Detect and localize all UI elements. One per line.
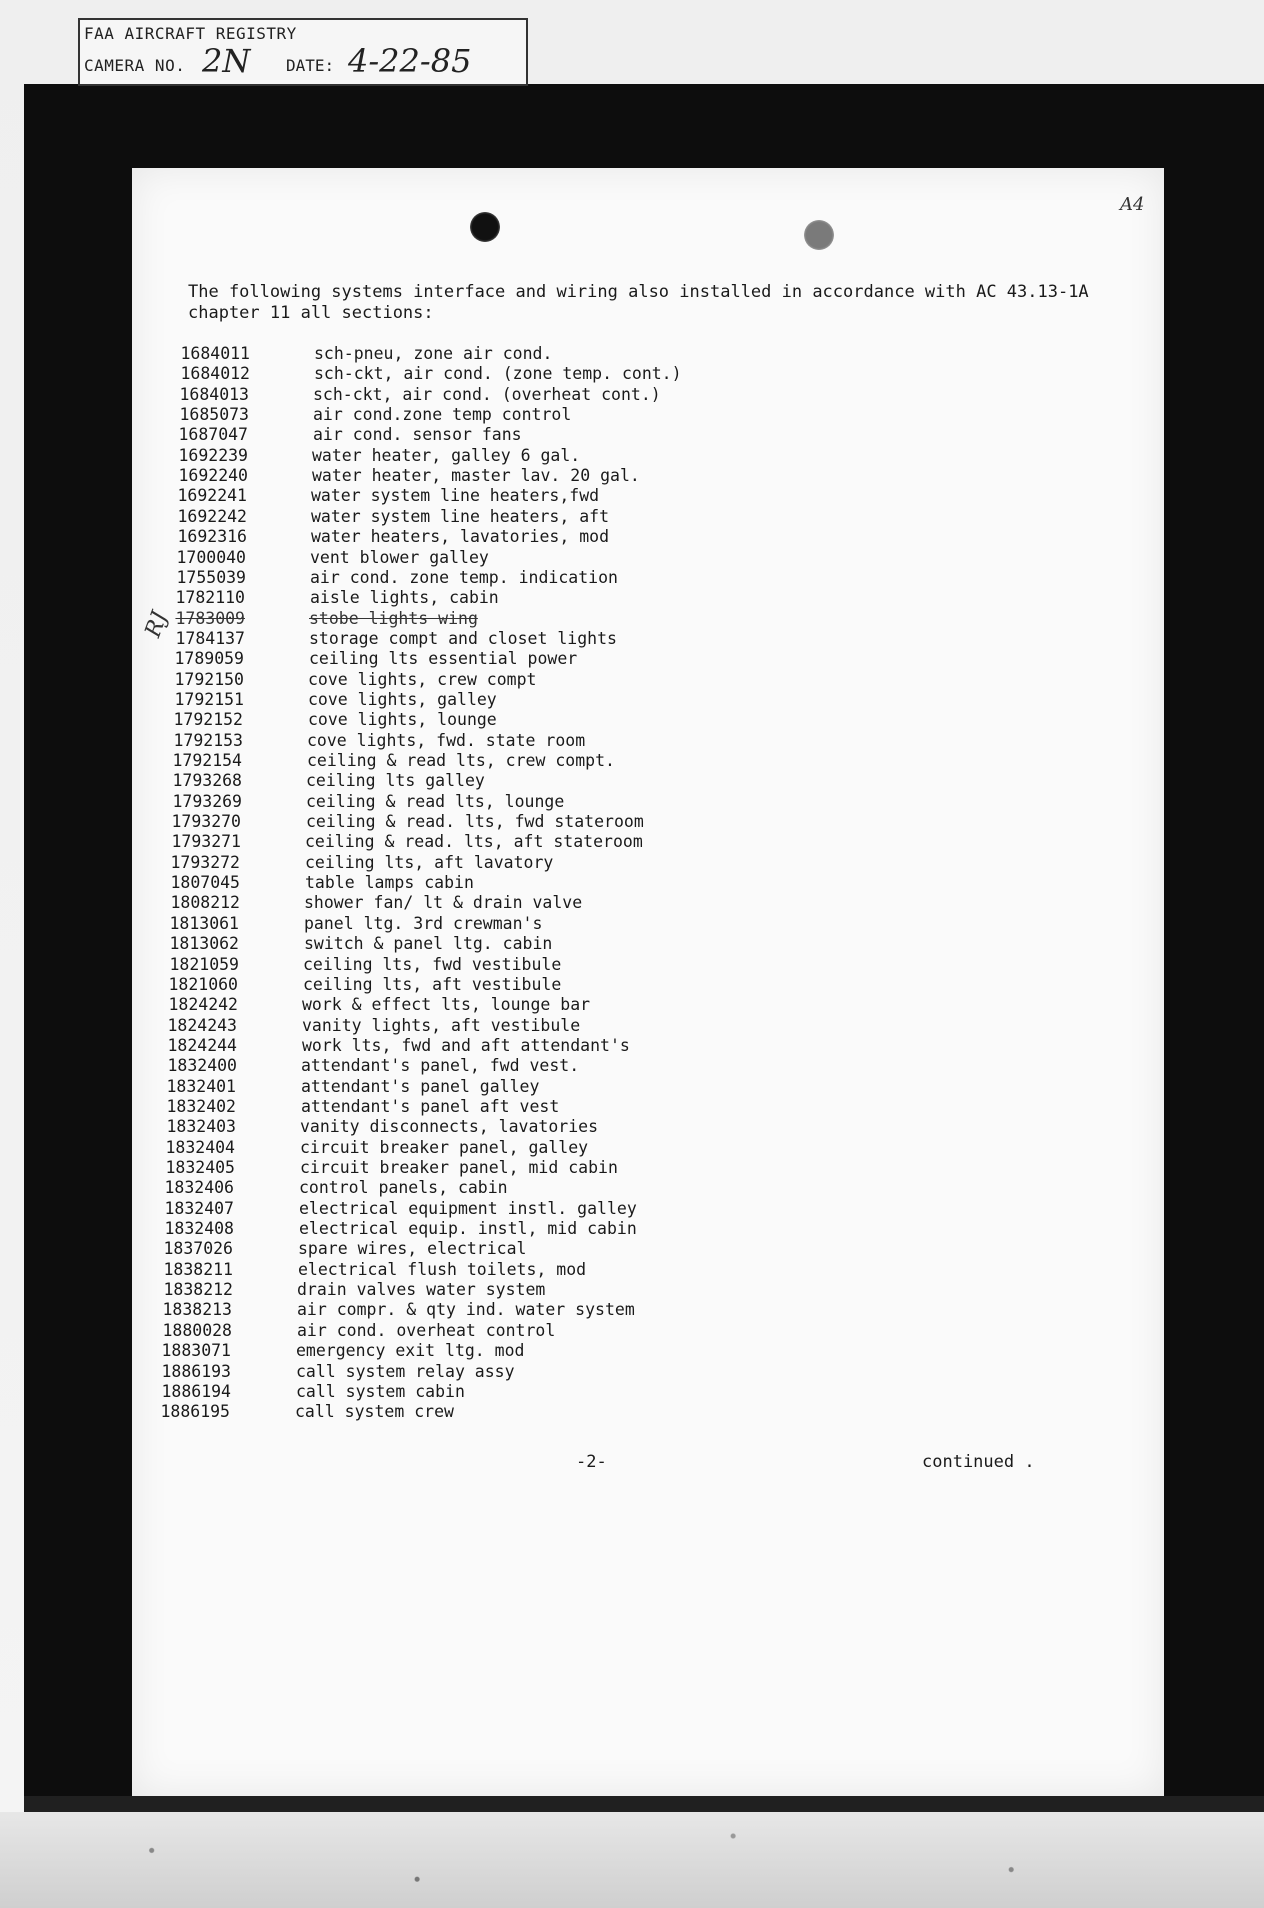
list-item	[0, 1402, 1264, 1422]
list-item	[0, 995, 1264, 1015]
item-description: ceiling & read. lts, fwd stateroom	[306, 812, 644, 832]
item-number: 1837026	[163, 1239, 233, 1259]
item-number: 1821060	[168, 974, 238, 994]
item-description: water heater, galley 6 gal.	[312, 445, 581, 465]
item-description: spare wires, electrical	[298, 1239, 527, 1259]
item-description: call system cabin	[296, 1381, 465, 1401]
item-description: cove lights, crew compt	[308, 669, 537, 689]
item-number: 1793270	[171, 812, 241, 832]
list-item	[0, 507, 1264, 527]
list-item	[0, 446, 1264, 466]
item-description: air cond. overheat control	[297, 1320, 556, 1340]
item-number: 1684013	[179, 384, 249, 404]
date-label: DATE:	[286, 56, 335, 75]
item-number: 1832401	[166, 1076, 236, 1096]
camera-label: CAMERA NO.	[84, 56, 186, 75]
list-item	[0, 934, 1264, 954]
list-item	[0, 975, 1264, 995]
list-item	[0, 1117, 1264, 1137]
list-item	[0, 364, 1264, 384]
item-number: 1886195	[160, 1402, 230, 1422]
item-description: sch-ckt, air cond. (zone temp. cont.)	[314, 364, 682, 384]
list-item	[0, 1260, 1264, 1280]
item-number: 1832407	[164, 1198, 234, 1218]
list-item	[0, 649, 1264, 669]
item-number: 1692242	[177, 506, 247, 526]
item-number: 1793268	[172, 771, 242, 791]
list-item	[0, 1341, 1264, 1361]
list-item	[0, 1219, 1264, 1239]
punch-hole-right	[804, 220, 834, 250]
item-description: vent blower galley	[310, 547, 489, 567]
item-number: 1821059	[169, 954, 239, 974]
item-number: 1832402	[166, 1096, 236, 1116]
item-description: sch-pneu, zone air cond.	[314, 344, 553, 363]
list-item	[0, 1199, 1264, 1219]
continued-note: continued .	[922, 1452, 1035, 1472]
item-description: control panels, cabin	[299, 1178, 508, 1198]
list-item	[0, 1138, 1264, 1158]
item-number: 1793269	[172, 791, 242, 811]
item-description: ceiling lts galley	[306, 771, 485, 791]
list-item	[0, 1056, 1264, 1076]
item-number: 1813061	[169, 913, 239, 933]
item-description: vanity disconnects, lavatories	[300, 1117, 599, 1137]
item-description: ceiling & read lts, lounge	[306, 791, 565, 811]
item-number: 1832400	[167, 1056, 237, 1076]
list-item	[0, 751, 1264, 771]
punch-hole-left	[470, 212, 500, 242]
list-item	[0, 710, 1264, 730]
list-item	[0, 1362, 1264, 1382]
margin-initials: RJ	[140, 608, 173, 641]
item-number: 1684011	[180, 344, 250, 363]
item-number: 1782110	[175, 588, 245, 608]
item-description: vanity lights, aft vestibule	[302, 1015, 581, 1035]
item-number: 1824244	[167, 1035, 237, 1055]
item-number: 1793271	[171, 832, 241, 852]
list-item	[0, 893, 1264, 913]
registry-stamp	[78, 18, 528, 86]
item-number: 1700040	[176, 547, 246, 567]
item-number: 1838211	[163, 1259, 233, 1279]
list-item	[0, 955, 1264, 975]
item-description: electrical equip. instl, mid cabin	[299, 1219, 637, 1239]
item-number: 1755039	[176, 567, 246, 587]
item-description: ceiling & read lts, crew compt.	[307, 751, 615, 770]
list-item	[0, 1077, 1264, 1097]
item-description: ceiling lts, aft lavatory	[305, 852, 554, 872]
item-description: drain valves water system	[297, 1280, 546, 1300]
item-number: 1808212	[170, 893, 240, 913]
item-description: water heaters, lavatories, mod	[311, 527, 610, 547]
item-number: 1789059	[174, 649, 244, 669]
camera-number: 2N	[202, 42, 251, 80]
item-number: 1832405	[165, 1158, 235, 1177]
item-description: storage compt and closet lights	[309, 628, 617, 648]
item-number: 1684012	[180, 364, 250, 384]
item-description: cove lights, fwd. state room	[307, 730, 586, 750]
item-description: ceiling lts essential power	[309, 649, 578, 669]
item-description: work lts, fwd and aft attendant's	[302, 1035, 630, 1055]
list-item	[0, 1178, 1264, 1198]
item-description: attendant's panel aft vest	[301, 1096, 560, 1116]
item-description: ceiling lts, fwd vestibule	[303, 954, 562, 974]
item-number: 1687047	[178, 425, 248, 445]
item-number: 1792152	[173, 710, 243, 730]
item-number: 1824243	[167, 1015, 237, 1035]
item-description: sch-ckt, air cond. (overheat cont.)	[313, 384, 661, 404]
item-description: emergency exit ltg. mod	[296, 1341, 525, 1361]
item-number: 1792153	[173, 730, 243, 750]
item-description: cove lights, galley	[308, 689, 497, 709]
date-value: 4-22-85	[348, 42, 472, 80]
list-item	[0, 1280, 1264, 1300]
item-description: work & effect lts, lounge bar	[302, 995, 591, 1015]
item-description: water system line heaters, aft	[311, 506, 610, 526]
registry-label: FAA AIRCRAFT REGISTRY	[84, 24, 297, 43]
item-description: air cond. sensor fans	[313, 425, 522, 445]
item-number: 1692316	[177, 527, 247, 547]
item-description: aisle lights, cabin	[310, 588, 499, 608]
list-item	[0, 873, 1264, 893]
item-description: switch & panel ltg. cabin	[304, 934, 553, 954]
item-description: call system relay assy	[296, 1361, 515, 1381]
list-item	[0, 914, 1264, 934]
item-description: air cond. zone temp. indication	[310, 567, 618, 587]
item-number: 1824242	[168, 995, 238, 1015]
list-item	[0, 690, 1264, 710]
list-item	[0, 1300, 1264, 1320]
list-item	[0, 568, 1264, 588]
item-number: 1838213	[162, 1300, 232, 1320]
item-description: shower fan/ lt & drain valve	[304, 893, 583, 913]
item-description: water system line heaters,fwd	[311, 486, 600, 506]
item-number: 1792151	[174, 689, 244, 709]
list-item	[0, 385, 1264, 405]
item-number: 1886194	[161, 1381, 231, 1401]
intro-text: The following systems interface and wiring also installed in accordance with AC 43.13-1A chapter 11 all sections:	[188, 282, 1089, 323]
page-mark: A4	[1120, 194, 1145, 215]
item-description: cove lights, lounge	[308, 710, 497, 730]
item-number: 1793272	[170, 852, 240, 872]
list-item	[0, 853, 1264, 873]
item-number: 1692241	[177, 486, 247, 506]
item-number: 1692240	[178, 466, 248, 486]
item-description: electrical equipment instl. galley	[299, 1198, 637, 1218]
scan-bottom-noise	[0, 1812, 1264, 1908]
item-number: 1807045	[170, 873, 240, 893]
item-number: 1832406	[164, 1178, 234, 1198]
list-item	[0, 1016, 1264, 1036]
item-number: 1784137	[175, 628, 245, 648]
item-description: attendant's panel galley	[301, 1076, 540, 1096]
list-item	[0, 629, 1264, 649]
list-item	[0, 670, 1264, 690]
item-number: 1832404	[165, 1137, 235, 1157]
item-number: 1792154	[172, 751, 242, 770]
list-item	[0, 1158, 1264, 1178]
list-item	[0, 731, 1264, 751]
list-item	[0, 1382, 1264, 1402]
item-description: circuit breaker panel, galley	[300, 1137, 589, 1157]
item-number: 1792150	[174, 669, 244, 689]
item-number: 1886193	[161, 1361, 231, 1381]
list-item	[0, 425, 1264, 445]
item-description: ceiling & read. lts, aft stateroom	[305, 832, 643, 852]
list-item	[0, 1036, 1264, 1056]
item-description: ceiling lts, aft vestibule	[303, 974, 562, 994]
item-number: 1813062	[169, 934, 239, 954]
item-number: 1838212	[163, 1280, 233, 1300]
list-item	[0, 1239, 1264, 1259]
list-item	[0, 832, 1264, 852]
item-number: 1832403	[166, 1117, 236, 1137]
list-item	[0, 792, 1264, 812]
list-item	[0, 609, 1264, 629]
item-description: air cond.zone temp control	[313, 405, 572, 425]
item-description: attendant's panel, fwd vest.	[301, 1056, 580, 1076]
list-item	[0, 344, 1264, 364]
item-number: 1783009	[175, 608, 245, 628]
item-number: 1685073	[179, 405, 249, 425]
item-number: 1692239	[178, 445, 248, 465]
item-description: table lamps cabin	[305, 873, 474, 893]
item-description: panel ltg. 3rd crewman's	[304, 913, 543, 933]
list-item	[0, 1321, 1264, 1341]
item-description: stobe lights wing	[309, 608, 478, 628]
item-description: air compr. & qty ind. water system	[297, 1300, 635, 1320]
item-description: electrical flush toilets, mod	[298, 1259, 587, 1279]
item-number: 1880028	[162, 1320, 232, 1340]
list-item	[0, 486, 1264, 506]
item-description: water heater, master lav. 20 gal.	[312, 466, 640, 486]
list-item	[0, 771, 1264, 791]
item-number: 1883071	[161, 1341, 231, 1361]
list-item	[0, 588, 1264, 608]
item-number: 1832408	[164, 1219, 234, 1239]
item-description: circuit breaker panel, mid cabin	[300, 1158, 618, 1177]
page-number: -2-	[576, 1452, 607, 1472]
list-item	[0, 1097, 1264, 1117]
list-item	[0, 548, 1264, 568]
list-item	[0, 527, 1264, 547]
item-description: call system crew	[295, 1402, 454, 1422]
list-item	[0, 812, 1264, 832]
list-item	[0, 466, 1264, 486]
list-item	[0, 405, 1264, 425]
